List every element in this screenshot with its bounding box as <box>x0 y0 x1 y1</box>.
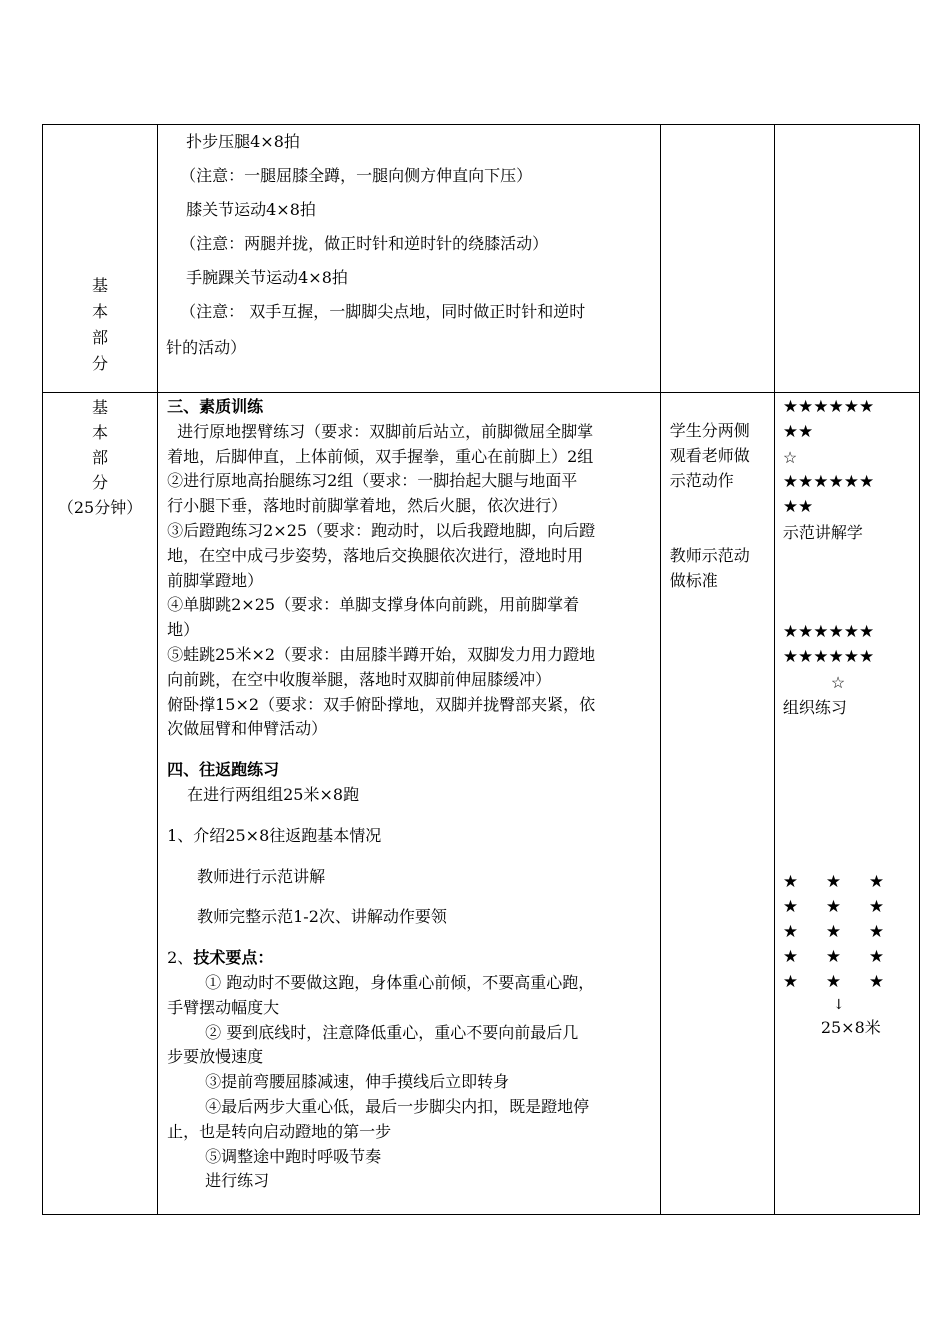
content-line: 进行原地摆臂练习（要求：双脚前后站立，前脚微屈全脚掌 <box>177 421 594 441</box>
exercise-note: （注意： 双手互握，一脚脚尖点地，同时做正时针和逆时 <box>180 302 586 321</box>
exercise-note: （注意：两腿并拢，做正时针和逆时针的绕膝活动） <box>180 234 549 253</box>
content-line: 地） <box>167 620 200 640</box>
table-row-warmup <box>43 125 920 393</box>
subsection-heading: 2、技术要点： <box>167 948 274 968</box>
content-line: 手臂摆动幅度大 <box>167 997 280 1017</box>
content-line: ②进行原地高抬腿练习2组（要求：一脚抬起大腿与地面平 <box>167 471 578 491</box>
student-formation: ★★★★★★ <box>782 472 875 492</box>
exercise-line: 扑步压腿4×8拍 <box>186 132 300 151</box>
content-cell <box>158 125 661 393</box>
section-heading: 四、往返跑练习 <box>167 760 280 780</box>
arrow-down-icon: ↓ <box>832 997 845 1013</box>
organization-cell <box>774 125 919 393</box>
content-line: ⑤调整途中跑时呼吸节奏 <box>205 1146 382 1166</box>
content-line: ④单脚跳2×25（要求：单脚支撑身体向前跳，用前脚掌着 <box>167 595 580 615</box>
content-line: 着地，后脚伸直，上体前倾，双手握拳，重心在前脚上）2组 <box>167 446 594 466</box>
content-line: ③后蹬跑练习2×25（要求：跑动时，以后我蹬地脚，向后蹬 <box>167 520 596 540</box>
exercise-note: （注意：一腿屈膝全蹲，一腿向侧方伸直向下压） <box>180 166 533 185</box>
student-formation: ★★★★★★ <box>782 622 875 642</box>
lesson-plan-table <box>42 124 920 1215</box>
table-row-main <box>43 393 920 1215</box>
section-label-cell <box>43 125 158 393</box>
distance-label: 25×8米 <box>820 1018 881 1037</box>
content-line: ④最后两步大重心低，最后一步脚尖内扣，既是蹬地停 <box>205 1096 590 1116</box>
content-line: 前脚掌蹬地） <box>167 570 264 590</box>
exercise-line: 手腕踝关节运动4×8拍 <box>186 268 348 287</box>
section-label: 基 本 部 分 <box>92 276 109 373</box>
method-cell <box>660 393 774 1215</box>
organization-cell <box>774 393 919 1215</box>
content-line: ⑤蛙跳25米×2（要求：由屈膝半蹲开始，双脚发力用力蹬地 <box>167 644 596 664</box>
content-line: ③提前弯腰屈膝减速，伸手摸线后立即转身 <box>205 1072 510 1092</box>
student-formation: ★★ <box>782 497 814 517</box>
formation-label: 组织练习 <box>782 698 847 717</box>
content-line: 行小腿下垂，落地时前脚掌着地，然后火腿，依次进行） <box>167 496 568 516</box>
teacher-icon: ☆ <box>830 673 846 692</box>
content-line: 俯卧撑15×2（要求：双手俯卧撑地，双脚并拢臀部夹紧，依 <box>167 694 596 714</box>
method-cell <box>660 125 774 393</box>
content-line: 教师进行示范讲解 <box>197 866 326 886</box>
content-line: 进行练习 <box>205 1171 270 1191</box>
student-formation: ★★★★★★ <box>782 647 875 667</box>
content-line: ② 要到底线时，注意降低重心，重心不要向前最后几 <box>205 1022 579 1042</box>
content-line: 次做屈臂和伸臂活动） <box>167 719 328 739</box>
exercise-note: 针的活动） <box>166 338 247 357</box>
content-line: 在进行两组组25米×8跑 <box>187 784 360 804</box>
content-line: 教师完整示范1-2次、讲解动作要领 <box>197 907 447 927</box>
duration-label: （25分钟） <box>57 498 143 517</box>
formation-diagram <box>775 393 919 1040</box>
content-line: 步要放慢速度 <box>167 1047 264 1067</box>
teacher-icon: ☆ <box>782 448 798 467</box>
content-line: 向前跳，在空中收腹举腿，落地时双脚前伸屈膝缓冲） <box>167 669 552 689</box>
student-formation: ★★ <box>782 422 814 442</box>
content-line: ① 跑动时不要做这跑，身体重心前倾，不要高重心跑， <box>205 972 595 992</box>
section-heading: 三、素质训练 <box>167 397 264 416</box>
formation-label: 示范讲解学 <box>782 523 863 542</box>
main-content <box>158 393 660 1194</box>
section-label: 基 本 部 分 （25分钟） <box>43 393 157 520</box>
teaching-method: 学生分两侧 观看老师做 示范动作 教师示范动 做标准 <box>669 421 750 590</box>
student-formation: ★★★★★★ <box>782 397 875 417</box>
exercise-list <box>158 125 660 366</box>
content-line: 地，在空中成弓步姿势，落地后交换腿依次进行，澄地时用 <box>167 545 584 565</box>
content-line: 1、介绍25×8往返跑基本情况 <box>167 825 382 845</box>
content-line: 止，也是转向启动蹬地的第一步 <box>167 1121 392 1141</box>
shuttle-run-formation: ★ ★ ★ ★ ★ ★ ★ ★ ★ ★ ★ ★ ★ ★ ★ <box>782 872 885 992</box>
exercise-line: 膝关节运动4×8拍 <box>186 200 316 219</box>
section-label-cell <box>43 393 158 1215</box>
content-cell <box>158 393 661 1215</box>
